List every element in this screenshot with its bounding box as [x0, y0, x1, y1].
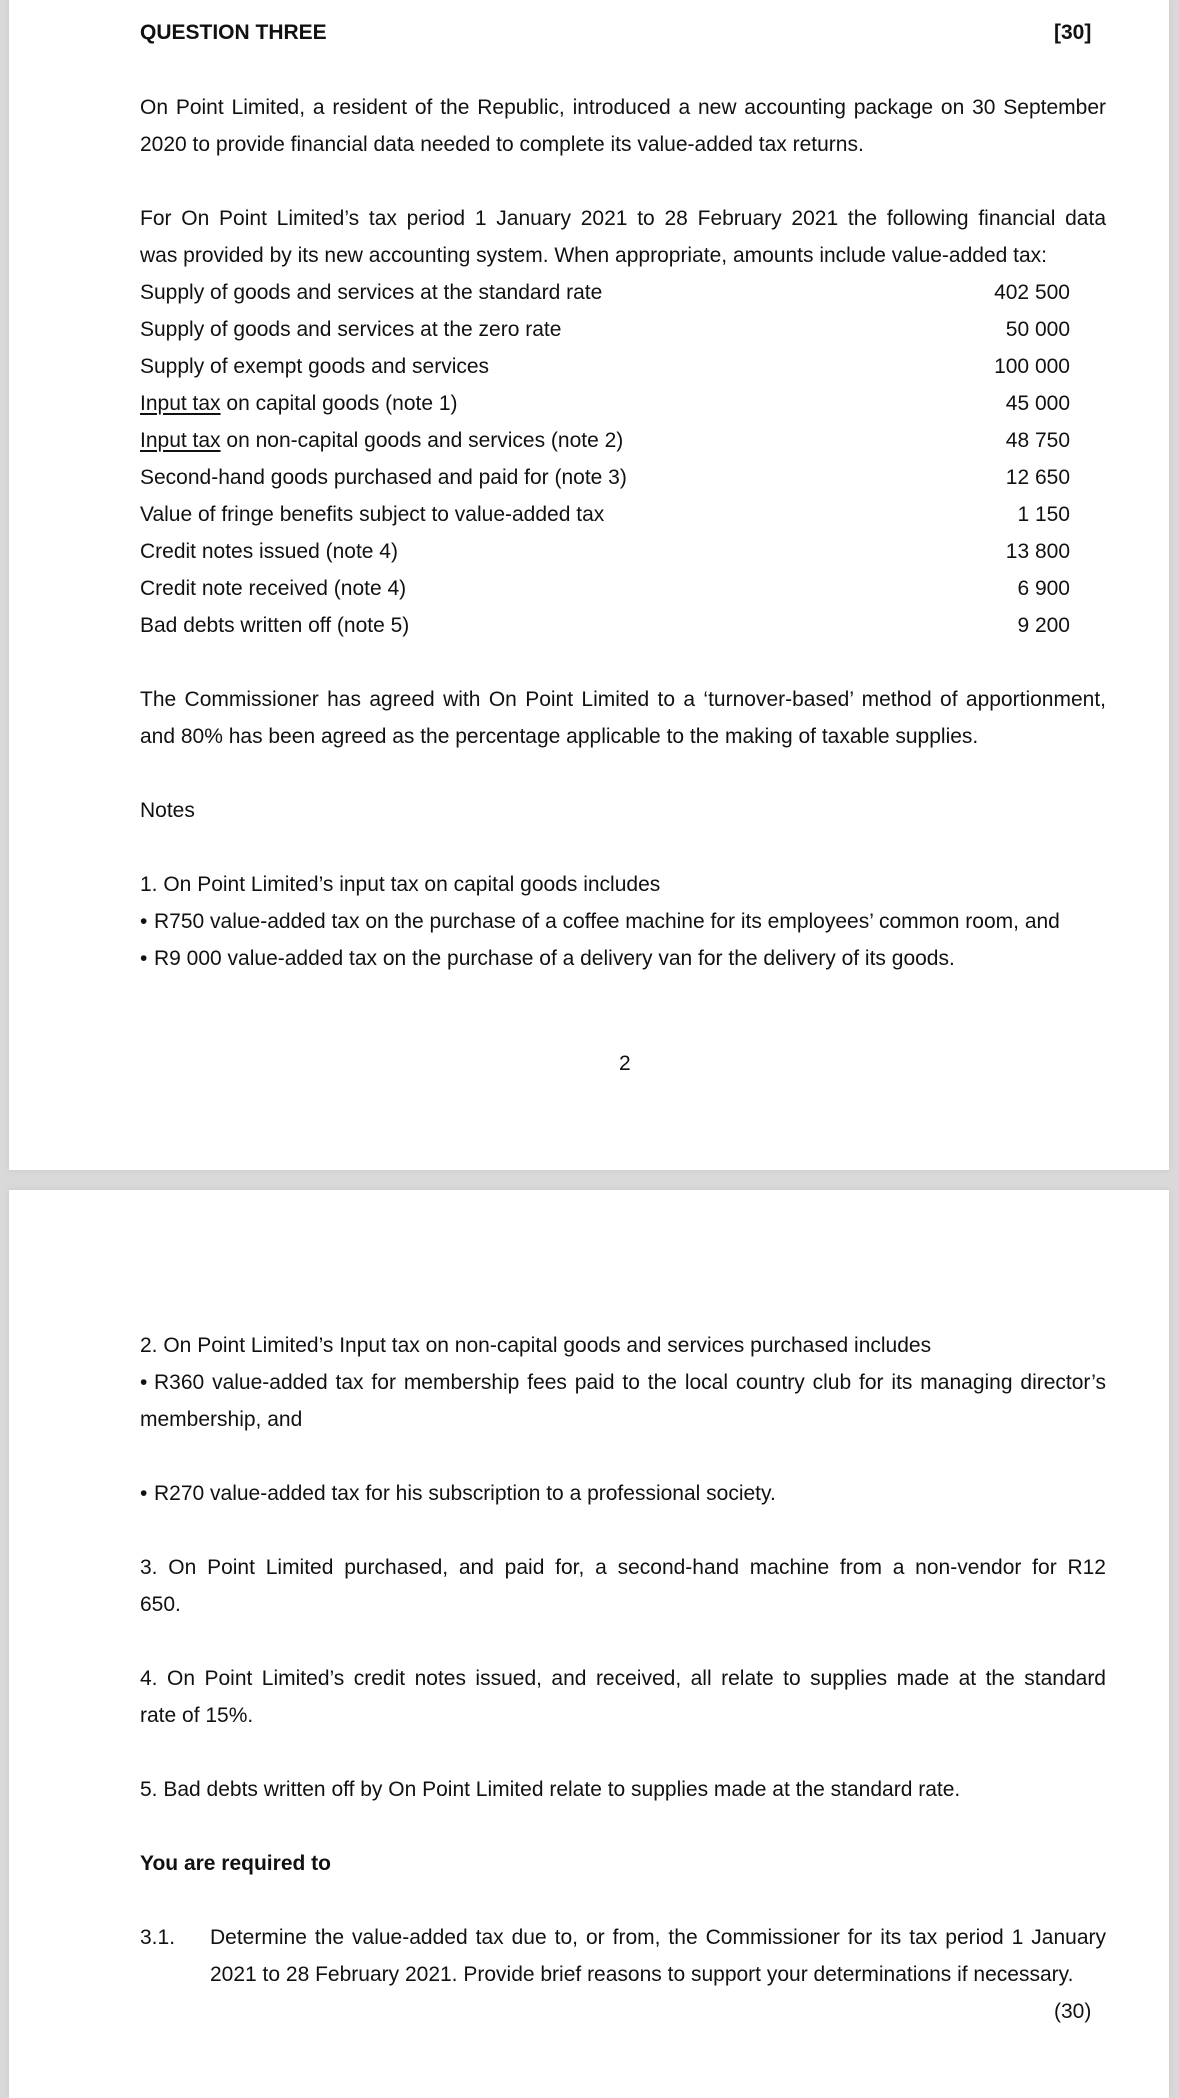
question-heading: QUESTION THREE	[140, 21, 327, 44]
apportionment-line-1: The Commissioner has agreed with On Point Limited to a ‘turnover-based’ method of apportionment,	[140, 688, 1106, 711]
bullet-text: R750 value-added tax on the purchase of a coffee machine for its employees’ common room, and	[154, 910, 1060, 933]
financial-row	[140, 533, 1070, 570]
financial-row	[140, 348, 1070, 385]
page-number: 2	[619, 1052, 631, 1075]
note-3-line-1: 3. On Point Limited purchased, and paid for, a second-hand machine from a non-vendor for R12	[140, 1556, 1106, 1579]
row-label	[140, 422, 623, 459]
document-page-1	[9, 0, 1169, 1170]
document-page-2	[9, 1190, 1169, 2098]
row-label: Value of fringe benefits subject to value-added tax	[140, 503, 605, 526]
required-heading: You are required to	[140, 1852, 331, 1875]
bullet-icon: •	[140, 947, 148, 970]
row-amount: 13 800	[1005, 540, 1070, 563]
apportionment-line-2: and 80% has been agreed as the percentage applicable to the making of taxable supplies.	[140, 725, 979, 748]
row-label: Credit note received (note 4)	[140, 577, 407, 600]
bullet-text: R360 value-added tax for membership fees paid to the local country club for its managing director’s	[154, 1371, 1106, 1394]
note-1-intro: 1. On Point Limited’s input tax on capital goods includes	[140, 873, 661, 896]
row-amount: 12 650	[1005, 466, 1070, 489]
note-2-bullet-1-line-2: membership, and	[140, 1408, 303, 1431]
note-4-line-2: rate of 15%.	[140, 1704, 254, 1727]
row-label-rest: on capital goods (note 1)	[220, 392, 458, 415]
row-label-rest: on non-capital goods and services (note 2)	[220, 429, 624, 452]
row-amount: 9 200	[1017, 614, 1070, 637]
bullet-icon: •	[140, 1482, 148, 1505]
note-2-bullet-1-line-1	[140, 1364, 1106, 1401]
required-number: 3.1.	[140, 1926, 176, 1949]
row-label: Bad debts written off (note 5)	[140, 614, 410, 637]
row-label: Credit notes issued (note 4)	[140, 540, 398, 563]
row-amount: 48 750	[1005, 429, 1070, 452]
row-label: Supply of goods and services at the standard rate	[140, 281, 603, 304]
bullet-text: R9 000 value-added tax on the purchase of a delivery van for the delivery of its goods.	[154, 947, 955, 970]
row-amount: 50 000	[1005, 318, 1070, 341]
row-amount: 100 000	[994, 355, 1070, 378]
required-marks: (30)	[1054, 2000, 1092, 2023]
note-2-bullet-2	[140, 1475, 776, 1512]
row-label: Second-hand goods purchased and paid for (note 3)	[140, 466, 627, 489]
row-label: Supply of goods and services at the zero rate	[140, 318, 562, 341]
financial-row	[140, 607, 1070, 644]
financial-row	[140, 570, 1070, 607]
question-marks: [30]	[1054, 21, 1092, 44]
row-label	[140, 385, 458, 422]
note-2-intro: 2. On Point Limited’s Input tax on non-capital goods and services purchased includes	[140, 1334, 932, 1357]
intro-line-1: On Point Limited, a resident of the Republic, introduced a new accounting package on 30 September	[140, 96, 1106, 119]
bullet-text: R270 value-added tax for his subscription to a professional society.	[154, 1482, 776, 1505]
financial-row	[140, 385, 1070, 422]
underlined-term: Input tax	[140, 392, 221, 415]
bullet-icon: •	[140, 910, 148, 933]
note-1-bullet-2	[140, 940, 955, 977]
note-5: 5. Bad debts written off by On Point Limited relate to supplies made at the standard rate.	[140, 1778, 961, 1801]
row-amount: 6 900	[1017, 577, 1070, 600]
notes-heading: Notes	[140, 799, 195, 822]
note-4-line-1: 4. On Point Limited’s credit notes issued, and received, all relate to supplies made at the standard	[140, 1667, 1106, 1690]
required-line-1: Determine the value-added tax due to, or from, the Commissioner for its tax period 1 January	[210, 1926, 1106, 1949]
row-amount: 402 500	[994, 281, 1070, 304]
underlined-term: Input tax	[140, 429, 221, 452]
required-line-2: 2021 to 28 February 2021. Provide brief reasons to support your determinations if necessary.	[210, 1963, 1074, 1986]
period-line-1: For On Point Limited’s tax period 1 January 2021 to 28 February 2021 the following financial data	[140, 207, 1106, 230]
financial-row	[140, 422, 1070, 459]
row-amount: 45 000	[1005, 392, 1070, 415]
financial-row	[140, 459, 1070, 496]
financial-row	[140, 274, 1070, 311]
financial-row	[140, 496, 1070, 533]
bullet-icon: •	[140, 1371, 148, 1394]
period-line-2: was provided by its new accounting system. When appropriate, amounts include value-added tax:	[140, 244, 1047, 267]
financial-row	[140, 311, 1070, 348]
row-label: Supply of exempt goods and services	[140, 355, 490, 378]
intro-line-2: 2020 to provide financial data needed to complete its value-added tax returns.	[140, 133, 864, 156]
row-amount: 1 150	[1017, 503, 1070, 526]
note-3-line-2: 650.	[140, 1593, 181, 1616]
note-1-bullet-1	[140, 903, 1060, 940]
